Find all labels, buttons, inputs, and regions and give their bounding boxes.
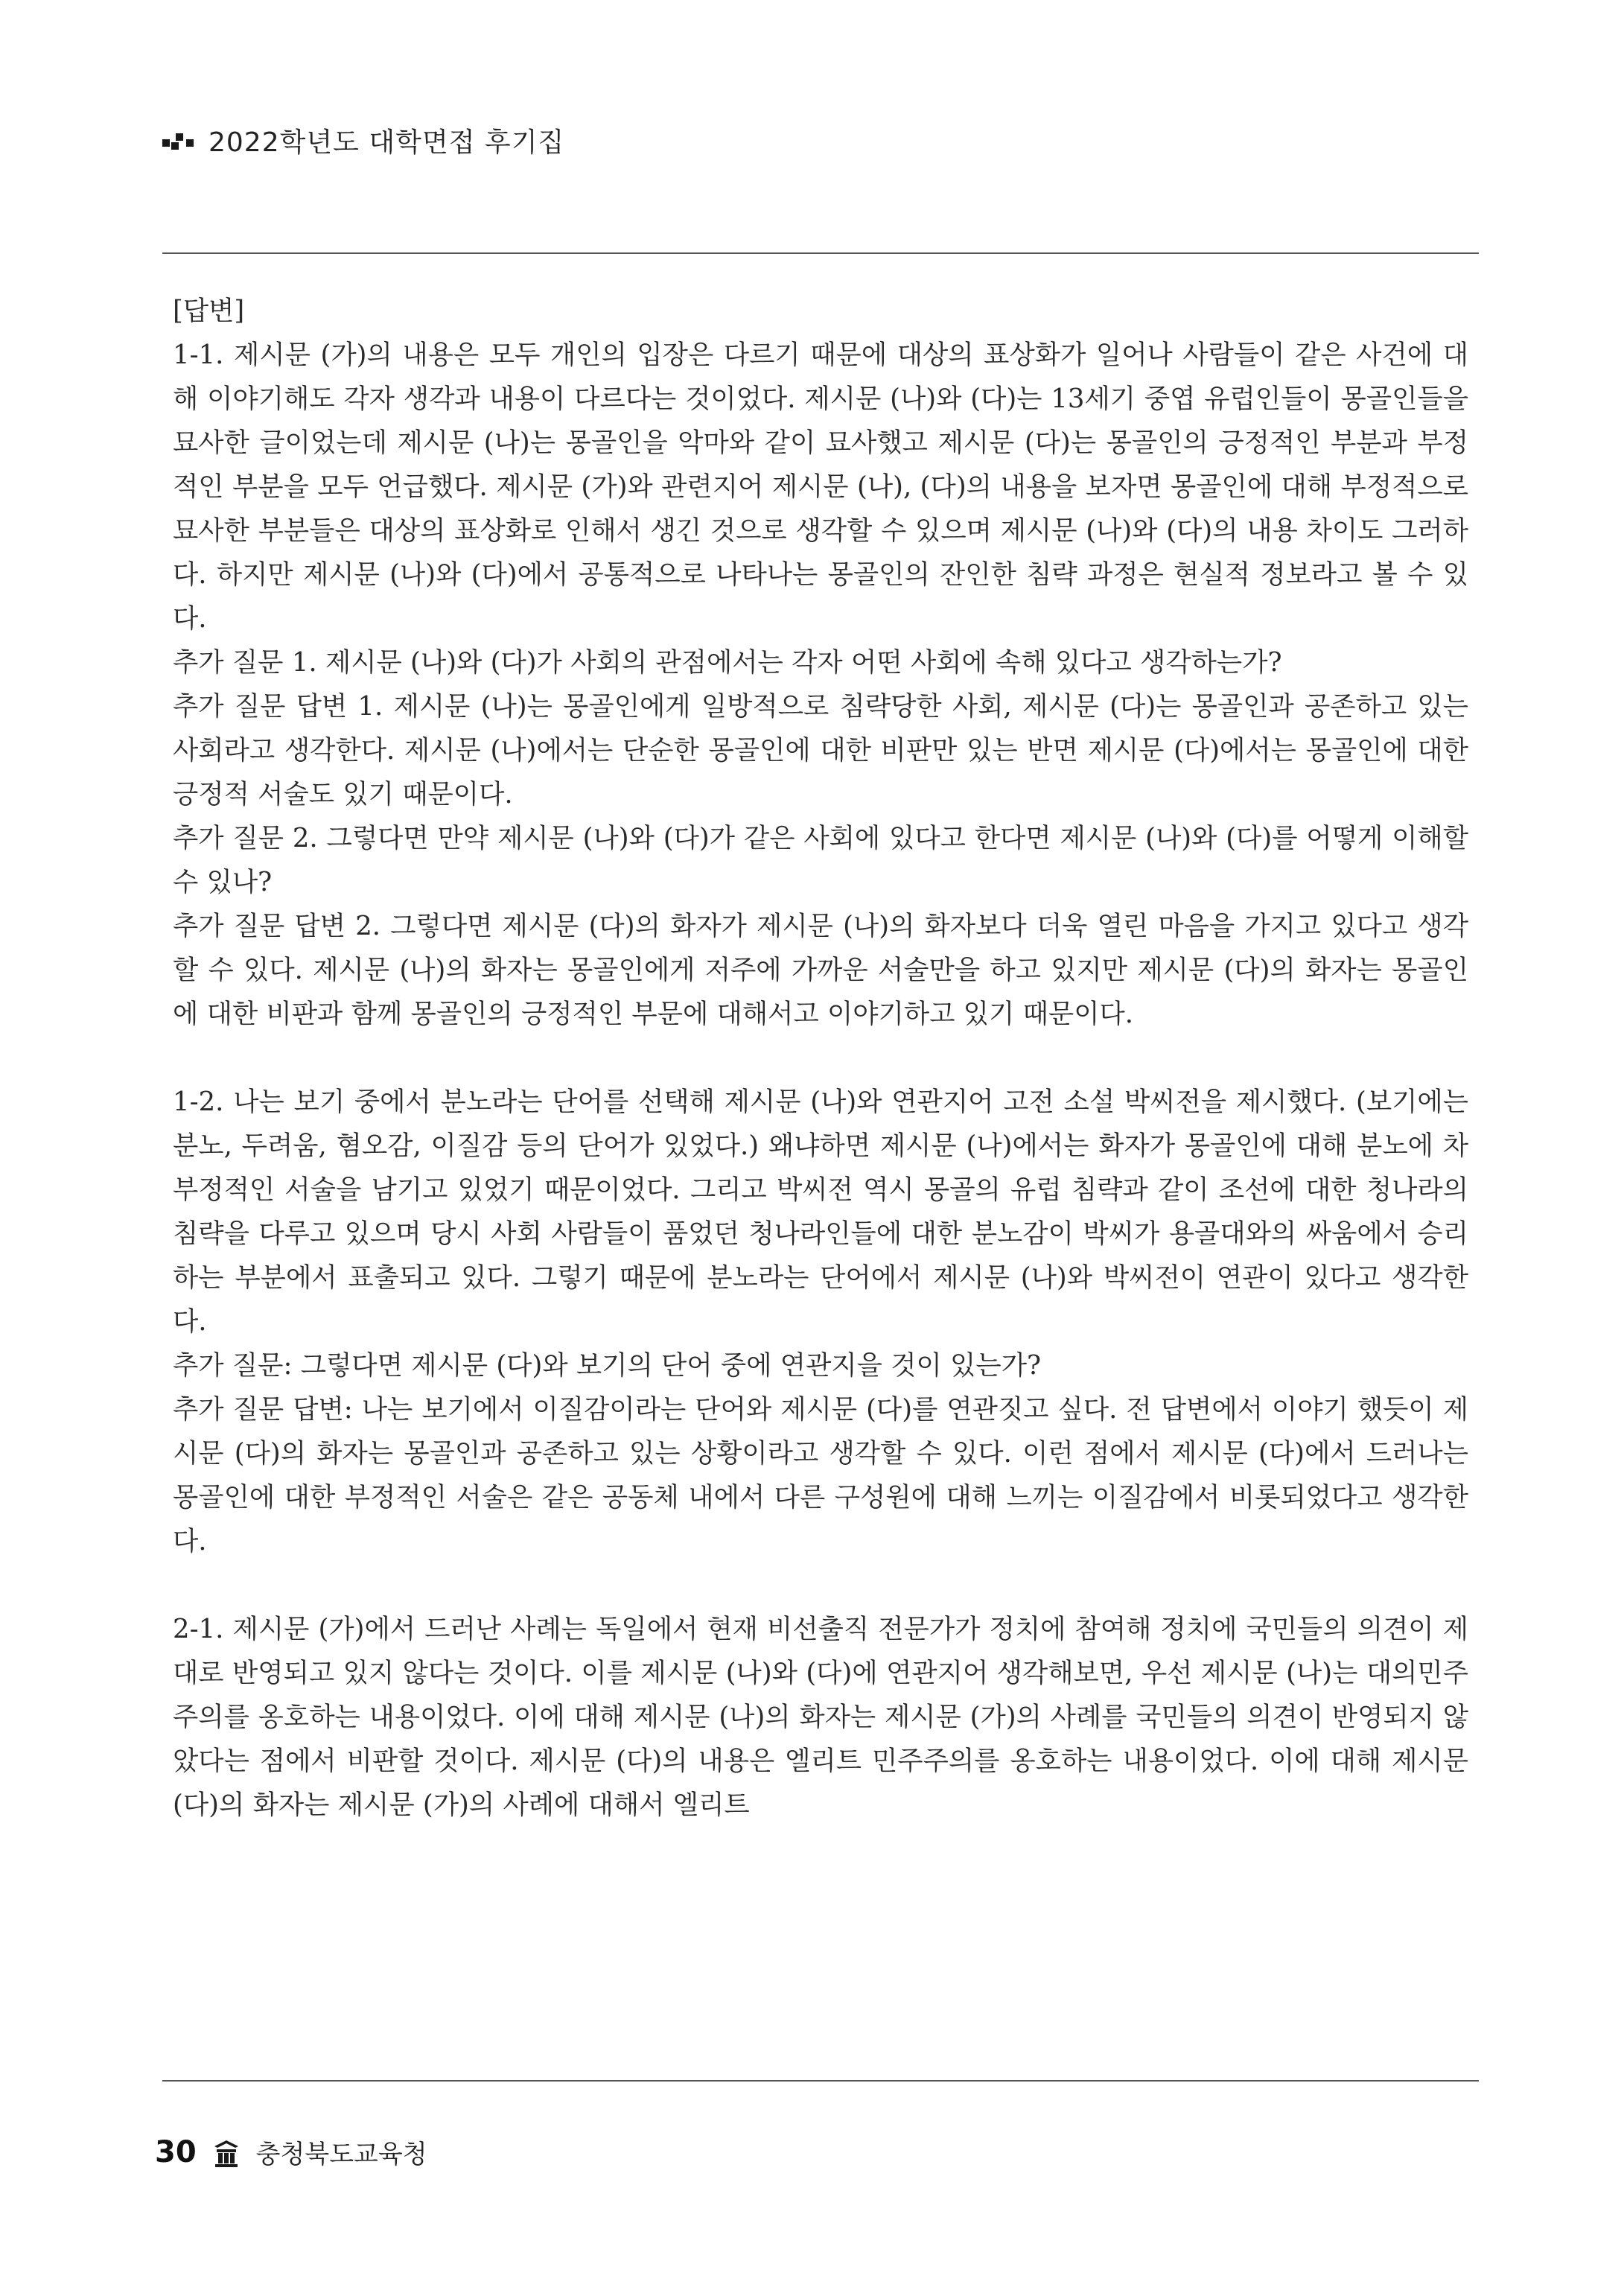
answer-2-1: 2-1. 제시문 (가)에서 드러난 사례는 독일에서 현재 비선출직 전문가가 정치에 참여해 정치에 국민들의 의견이 제대로 반영되고 있지 않다는 것이다. 이를 제시문 (나)와 (다)에 연관지어 생각해보면, 우선 제시문 (나)는 대의민주주의를 옹호하는 내용이었다. 이에 대해 제시문 (나)의 화자는 제시문 (가)의 사례를 국민들의 의견이 반영되지 않았다는 점에서 비판할 것이다. 제시문 (다)의 내용은 엘리트 민주주의를 옹호하는 내용이었다. 이에 대해 제시문 (다)의 화자는 제시문 (가)의 사례에 대해서 엘리트 bbox=[173, 1614, 1468, 1820]
running-header bbox=[162, 121, 564, 159]
answer-label: [답변] bbox=[173, 296, 245, 326]
extra-question-2: 추가 질문 2. 그렇다면 만약 제시문 (나)와 (다)가 같은 사회에 있다고 한다면 제시문 (나)와 (다)를 어떻게 이해할 수 있나? bbox=[173, 823, 1468, 897]
page-number: 30 bbox=[155, 2134, 197, 2169]
header-title: 2022학년도 대학면접 후기집 bbox=[208, 127, 565, 158]
extra-answer-2: 추가 질문 답변 2. 그렇다면 제시문 (다)의 화자가 제시문 (나)의 화자보다 더욱 열린 마음을 가지고 있다고 생각할 수 있다. 제시문 (나)의 화자는 몽골인에게 저주에 가까운 서술만을 하고 있지만 제시문 (다)의 화자는 몽골인에 대한 비판과 함께 몽골인의 긍정적인 부문에 대해서고 이야기하고 있기 때문이다. bbox=[173, 911, 1468, 1029]
organization-name: 충청북도교육청 bbox=[255, 2140, 427, 2169]
header-mark-icon bbox=[162, 132, 197, 150]
extra-question-1: 추가 질문 1. 제시문 (나)와 (다)가 사회의 관점에서는 각자 어떤 사회에 속해 있다고 생각하는가? bbox=[173, 647, 1282, 678]
education-office-emblem-icon bbox=[210, 2136, 243, 2169]
bottom-divider bbox=[162, 2080, 1479, 2082]
paragraph-gap bbox=[173, 1563, 1468, 1607]
extra-answer-1: 추가 질문 답변 1. 제시문 (나)는 몽골인에게 일방적으로 침략당한 사회, 제시문 (다)는 몽골인과 공존하고 있는 사회라고 생각한다. 제시문 (나)에서는 단순한 몽골인에 대한 비판만 있는 반면 제시문 (다)에서는 몽골인에 대한 긍정적 서술도 있기 때문이다. bbox=[173, 691, 1468, 810]
extra-question-3: 추가 질문: 그렇다면 제시문 (다)와 보기의 단어 중에 연관지을 것이 있는가? bbox=[173, 1350, 1042, 1381]
paragraph-gap bbox=[173, 1036, 1468, 1080]
top-divider bbox=[162, 252, 1479, 254]
answer-1-1: 1-1. 제시문 (가)의 내용은 모두 개인의 입장은 다르기 때문에 대상의 표상화가 일어나 사람들이 같은 사건에 대해 이야기해도 각자 생각과 내용이 다르다는 것이었다. 제시문 (나)와 (다)는 13세기 중엽 유럽인들이 몽골인들을 묘사한 글이었는데 제시문 (나)는 몽골인을 악마와 같이 묘사했고 제시문 (다)는 몽골인의 긍정적인 부분과 부정적인 부분을 모두 언급했다. 제시문 (가)와 관련지어 제시문 (나), (다)의 내용을 보자면 몽골인에 대해 부정적으로 묘사한 부분들은 대상의 표상화로 인해서 생긴 것으로 생각할 수 있으며 제시문 (나)와 (다)의 내용 차이도 그러하다. 하지만 제시문 (나)와 (다)에서 공통적으로 나타나는 몽골인의 잔인한 침략 과정은 현실적 정보라고 볼 수 있다. bbox=[173, 340, 1468, 634]
page-footer bbox=[155, 2134, 427, 2170]
extra-answer-3: 추가 질문 답변: 나는 보기에서 이질감이라는 단어와 제시문 (다)를 연관짓고 싶다. 전 답변에서 이야기 했듯이 제시문 (다)의 화자는 몽골인과 공존하고 있는 상황이라고 생각할 수 있다. 이런 점에서 제시문 (다)에서 드러나는 몽골인에 대한 부정적인 서술은 같은 공동체 내에서 다른 구성원에 대해 느끼는 이질감에서 비롯되었다고 생각한다. bbox=[173, 1394, 1468, 1556]
interview-answer-text bbox=[173, 289, 1468, 1827]
answer-1-2: 1-2. 나는 보기 중에서 분노라는 단어를 선택해 제시문 (나)와 연관지어 고전 소설 박씨전을 제시했다. (보기에는 분노, 두려움, 혐오감, 이질감 등의 단어가 있었다.) 왜냐하면 제시문 (나)에서는 화자가 몽골인에 대해 분노에 차 부정적인 서술을 남기고 있었기 때문이었다. 그리고 박씨전 역시 몽골의 유럽 침략과 같이 조선에 대한 청나라의 침략을 다루고 있으며 당시 사회 사람들이 품었던 청나라인들에 대한 분노감이 박씨가 용골대와의 싸움에서 승리하는 부분에서 표출되고 있다. 그렇기 때문에 분노라는 단어에서 제시문 (나)와 박씨전이 연관이 있다고 생각한다. bbox=[173, 1087, 1468, 1337]
